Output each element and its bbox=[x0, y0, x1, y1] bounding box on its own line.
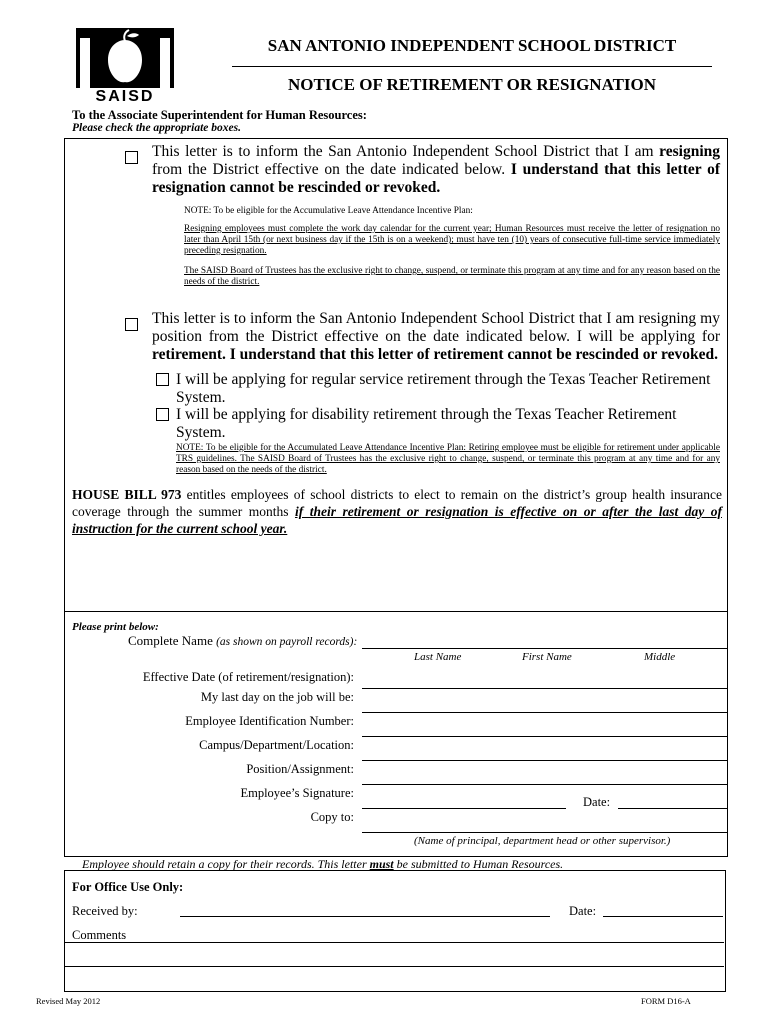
resign-note-title: NOTE: To be eligible for the Accumulative Leave Attendance Incentive Plan: bbox=[184, 206, 473, 216]
addressee: To the Associate Superintendent for Human Resources: bbox=[72, 108, 367, 122]
name-field[interactable] bbox=[362, 648, 727, 649]
form-number: FORM D16-A bbox=[641, 996, 691, 1006]
last-name-caption: Last Name bbox=[414, 651, 462, 663]
copy-to-caption: (Name of principal, department head or other supervisor.) bbox=[414, 835, 671, 847]
retain-notice: Employee should retain a copy for their records. This letter must be submitted to Human Resources. bbox=[82, 857, 564, 871]
signature-field[interactable] bbox=[362, 808, 566, 809]
middle-caption: Middle bbox=[644, 651, 676, 663]
signature-label: Employee’s Signature: bbox=[240, 786, 354, 800]
received-by-label: Received by: bbox=[72, 904, 138, 918]
received-date-label: Date: bbox=[569, 904, 597, 918]
form-title: NOTICE OF RETIREMENT OR RESIGNATION bbox=[287, 75, 657, 94]
received-date-field[interactable] bbox=[603, 916, 723, 917]
logo-text: SAISD bbox=[95, 88, 155, 105]
signature-date-label: Date: bbox=[583, 795, 611, 809]
resign-checkbox[interactable] bbox=[125, 151, 138, 164]
resign-note-2: The SAISD Board of Trustees has the exclusive right to change, suspend, or terminate this program at any time and for any reason based on the needs of the district. bbox=[184, 266, 720, 287]
instruction: Please check the appropriate boxes. bbox=[72, 122, 241, 134]
office-heading: For Office Use Only: bbox=[72, 880, 184, 894]
position-field[interactable] bbox=[362, 784, 727, 785]
regular-retirement-checkbox[interactable] bbox=[156, 373, 169, 386]
campus-label: Campus/Department/Location: bbox=[199, 738, 354, 752]
copy-to-label: Copy to: bbox=[310, 810, 354, 824]
disability-retirement-option: I will be applying for disability retirement through the Texas Teacher Retirement System. bbox=[176, 406, 677, 441]
house-bill-paragraph: HOUSE BILL 973 entitles employees of school districts to elect to remain on the district’s group health insurance coverage through the summer months if their retirement or resignation is effective on or after the last day of instruction for the current school year. bbox=[72, 487, 722, 536]
retire-paragraph: This letter is to inform the San Antonio Independent School District that I am resigning my position from the District effective on the date indicated below. I will be applying for retirement. I understand that this letter of retirement cannot be rescinded or revoked. bbox=[152, 310, 720, 363]
name-label: Complete Name (as shown on payroll records): bbox=[128, 633, 358, 648]
signature-date-field[interactable] bbox=[618, 808, 727, 809]
comments-line-2[interactable] bbox=[64, 966, 724, 967]
comments-line-1[interactable] bbox=[64, 942, 724, 943]
first-name-caption: First Name bbox=[522, 651, 572, 663]
resign-note-1: Resigning employees must complete the work day calendar for the current year; Human Resources must receive the letter of resignation no later than April 15th (or next business day if the 15th is on a weekend); must have ten (10) years of consecutive full-time service immediately preceding resignation. bbox=[184, 224, 720, 256]
last-day-label: My last day on the job will be: bbox=[200, 690, 354, 704]
campus-field[interactable] bbox=[362, 760, 727, 761]
comments-label: Comments bbox=[72, 928, 127, 942]
revised-date: Revised May 2012 bbox=[36, 996, 101, 1006]
divider bbox=[232, 66, 712, 67]
resign-paragraph: This letter is to inform the San Antonio Independent School District that I am resigning from the District effective on the date indicated below. I understand that this letter of resignation cannot be rescinded or revoked. bbox=[152, 143, 720, 196]
effective-date-field[interactable] bbox=[362, 688, 727, 689]
employee-id-field[interactable] bbox=[362, 736, 727, 737]
retire-note: NOTE: To be eligible for the Accumulated Leave Attendance Incentive Plan: Retiring employee must be eligible for retirement under applicable TRS guidelines. The SAISD Board of Trustees has the exclusive right to change, suspend, or terminate this program at any time and for any reason based on the needs of the district. bbox=[176, 443, 720, 475]
last-day-field[interactable] bbox=[362, 712, 727, 713]
effective-date-label: Effective Date (of retirement/resignation): bbox=[142, 670, 354, 684]
district-title: SAN ANTONIO INDEPENDENT SCHOOL DISTRICT bbox=[267, 36, 677, 55]
regular-retirement-option: I will be applying for regular service retirement through the Texas Teacher Retirement System. bbox=[176, 371, 711, 406]
disability-retirement-checkbox[interactable] bbox=[156, 408, 169, 421]
copy-to-field[interactable] bbox=[362, 832, 727, 833]
employee-id-label: Employee Identification Number: bbox=[185, 714, 354, 728]
position-label: Position/Assignment: bbox=[246, 762, 354, 776]
received-by-field[interactable] bbox=[180, 916, 550, 917]
retire-checkbox[interactable] bbox=[125, 318, 138, 331]
print-heading: Please print below: bbox=[72, 621, 159, 633]
